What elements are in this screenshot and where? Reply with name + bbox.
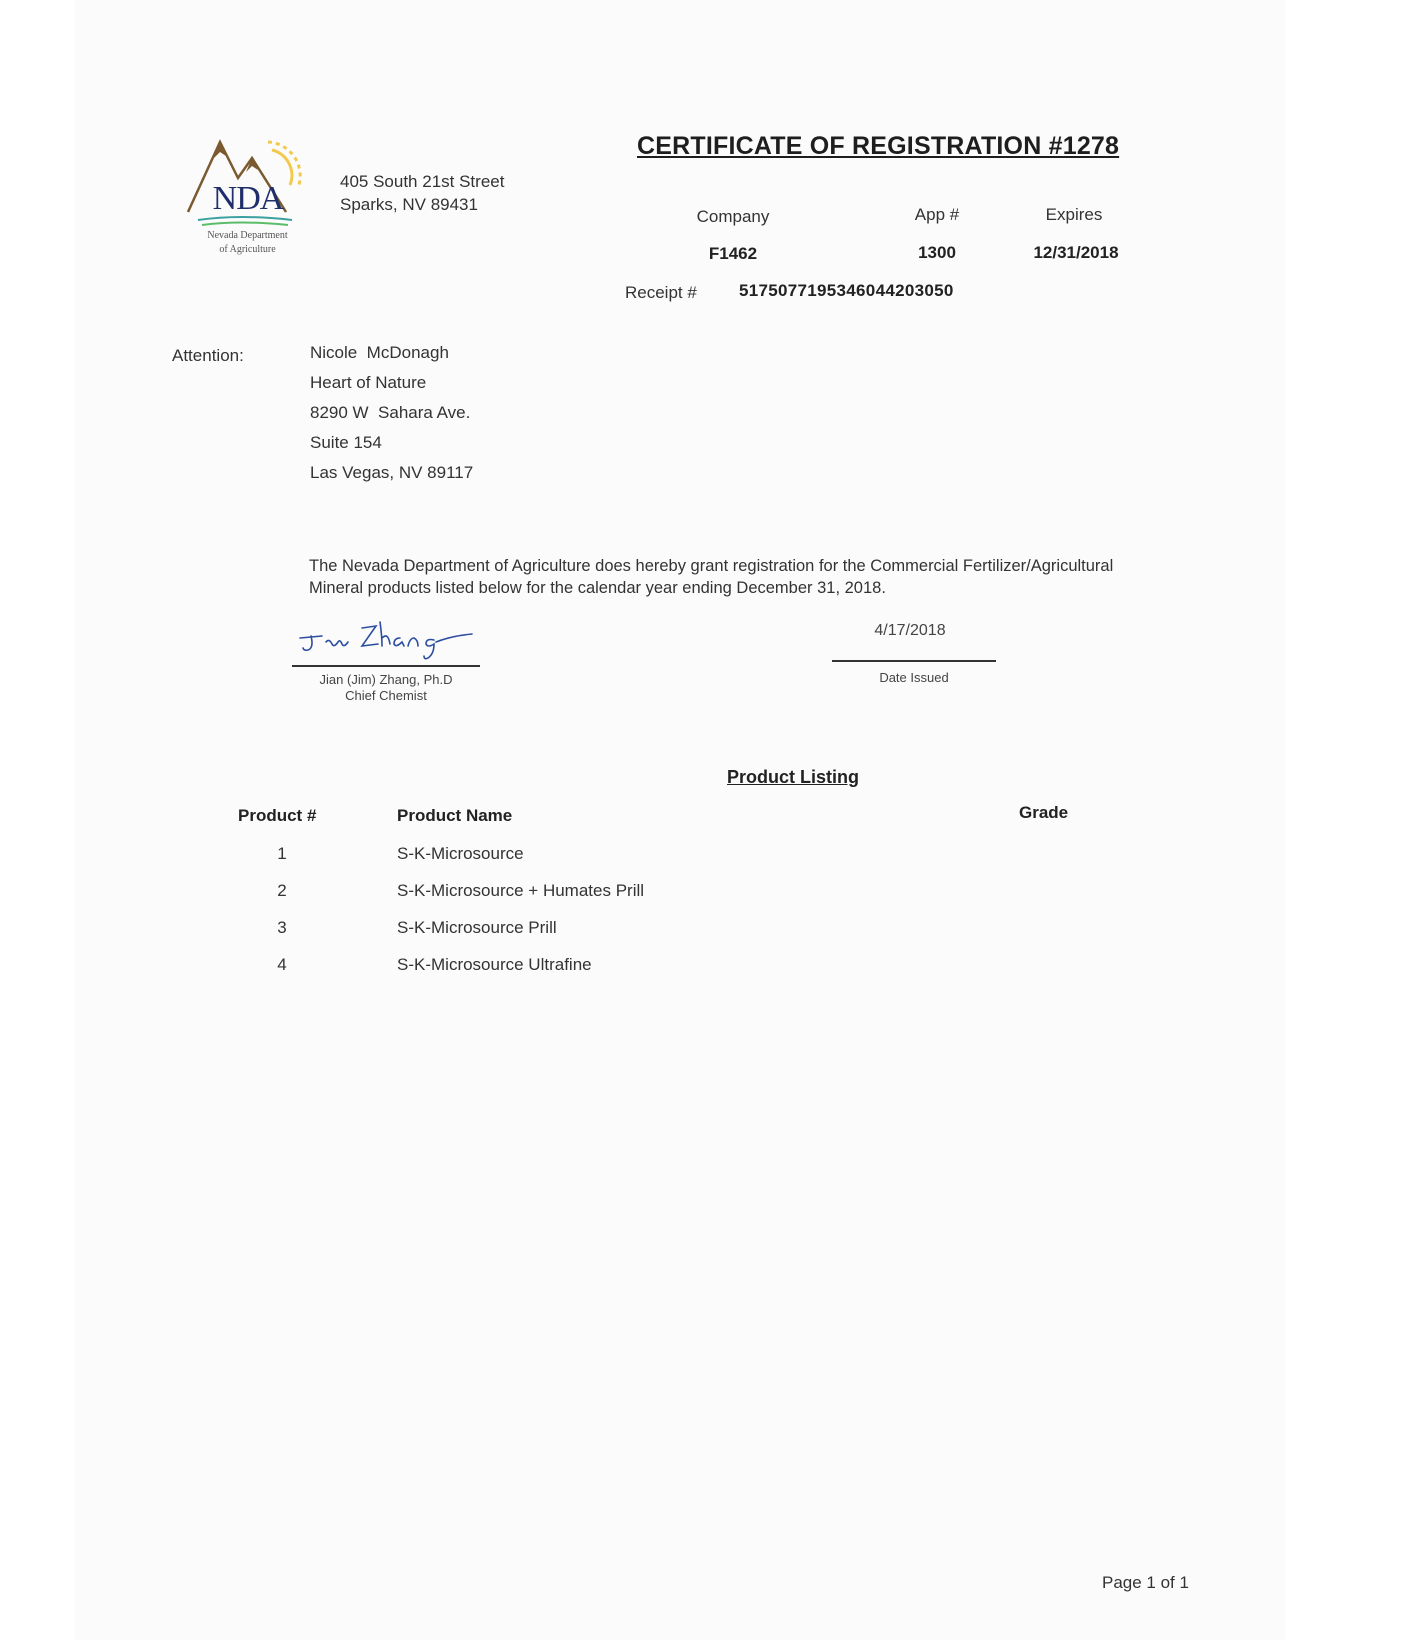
product-name: S-K-Microsource Ultrafine — [397, 955, 592, 974]
signatory-name: Jian (Jim) Zhang, Ph.D — [319, 672, 453, 687]
product-number: 1 — [277, 844, 287, 863]
attention-label: Attention: — [172, 346, 244, 365]
attention-street: 8290 W Sahara Ave. — [310, 403, 471, 422]
logo-subtitle-2: of Agriculture — [219, 244, 276, 255]
nda-logo — [180, 130, 315, 270]
logo-subtitle-1: Nevada Department — [207, 230, 288, 241]
date-line — [832, 660, 996, 662]
attention-city: Las Vegas, NV 89117 — [310, 463, 474, 482]
receipt-value: 5175077195346044203050 — [739, 281, 954, 300]
signature-line — [292, 665, 480, 667]
product-number-header: Product # — [238, 806, 317, 825]
product-name: S-K-Microsource — [397, 844, 524, 863]
attention-company: Heart of Nature — [310, 373, 427, 392]
product-name: S-K-Microsource + Humates Prill — [397, 881, 645, 900]
date-issued-label: Date Issued — [879, 670, 949, 685]
attention-name: Nicole McDonagh — [310, 343, 449, 362]
attention-address — [310, 338, 473, 488]
expires-label: Expires — [1045, 205, 1103, 224]
app-label: App # — [914, 205, 960, 224]
product-number: 4 — [277, 955, 287, 974]
product-number: 2 — [277, 881, 287, 900]
grant-statement: The Nevada Department of Agriculture does hereby grant registration for the Commercial Fertilizer/Agricultural Mineral products listed below for the calendar year ending December 31, 2018. — [309, 557, 1114, 597]
product-name-header: Product Name — [397, 806, 513, 825]
product-number: 3 — [277, 918, 287, 937]
receipt-label: Receipt # — [625, 283, 697, 302]
certificate-title: CERTIFICATE OF REGISTRATION #1278 — [637, 132, 1120, 160]
product-listing-title: Product Listing — [727, 767, 859, 787]
company-label: Company — [696, 207, 770, 226]
expires-value: 12/31/2018 — [1033, 243, 1119, 262]
app-value: 1300 — [918, 243, 956, 262]
page-number: Page 1 of 1 — [1102, 1573, 1189, 1592]
grade-header: Grade — [1019, 803, 1069, 822]
product-name: S-K-Microsource Prill — [397, 918, 557, 937]
issue-date: 4/17/2018 — [874, 622, 946, 639]
address-line-2: Sparks, NV 89431 — [340, 195, 478, 214]
signatory-title: Chief Chemist — [345, 688, 427, 703]
logo-acronym: NDA — [212, 180, 284, 217]
agency-address — [340, 170, 504, 216]
company-value: F1462 — [708, 244, 758, 263]
attention-suite: Suite 154 — [310, 433, 382, 452]
signature-image — [296, 618, 476, 663]
address-line-1: 405 South 21st Street — [340, 172, 505, 191]
signatory-block — [292, 672, 480, 704]
